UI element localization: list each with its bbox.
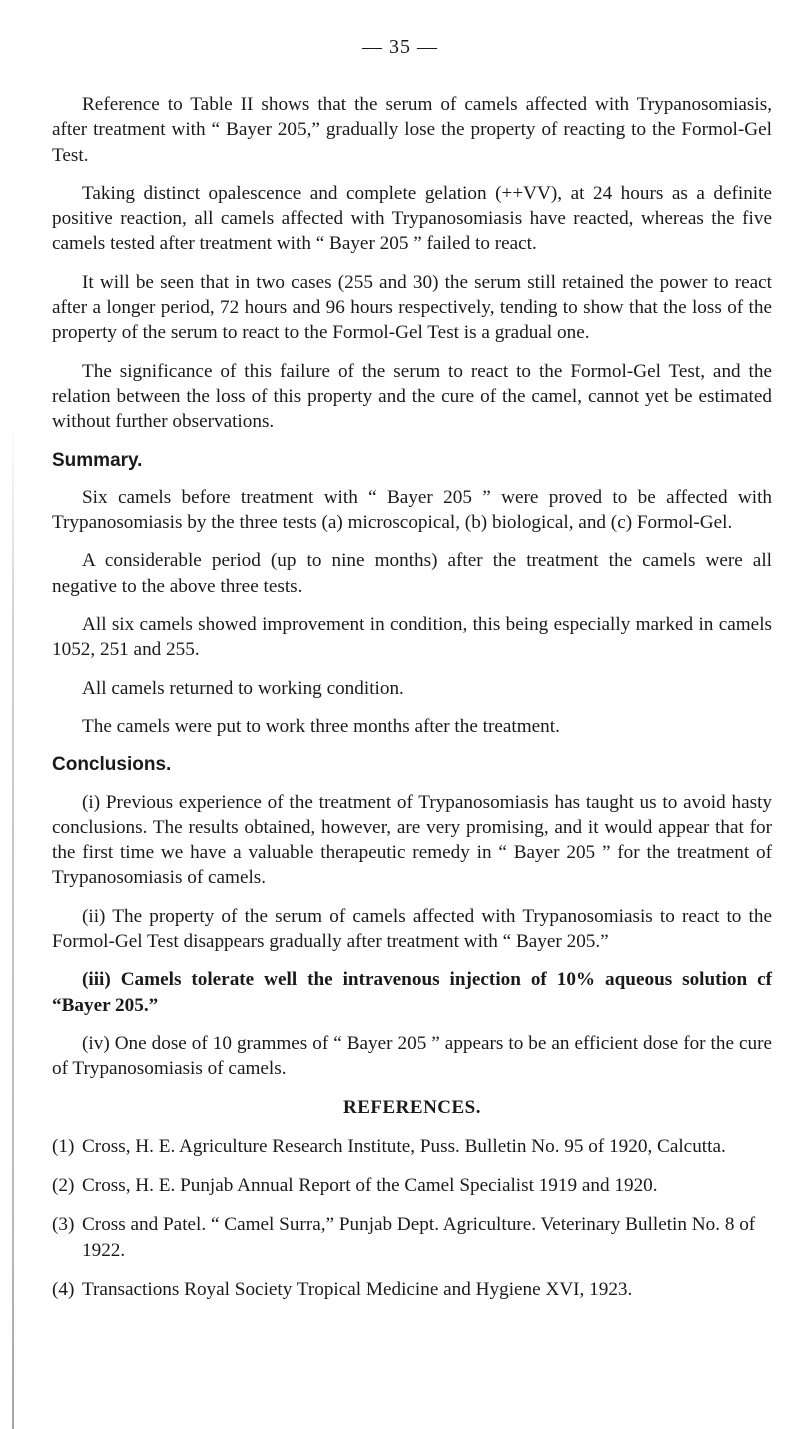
conclusion-item: (i) Previous experience of the treatment of Trypanosomiasis has taught us to avoid hasty conclusions. The results obtained, however, are very promising, and it would appear that for the first time we have a valuable therapeutic remedy in “ Bayer 205 ” for the treatment of Trypanosomiasis of camels.: [52, 791, 772, 889]
paragraph-gradual-loss: It will be seen that in two cases (255 and 30) the serum still retained the power to react after a longer period, 72 hours and 96 hours respectively, tending to show that the loss of the property of the serum to react to the Formol-Gel Test is a gradual one.: [52, 271, 772, 344]
paragraph-positive-reaction: Taking distinct opalescence and complete gelation (++VV), at 24 hours as a definite positive reaction, all camels affected with Trypanosomiasis have reacted, whereas the five camels tested after treatment with “ Bayer 205 ” failed to react.: [52, 182, 772, 255]
conclusions-heading: Conclusions.: [52, 754, 172, 776]
summary-paragraph: The camels were put to work three months after the treatment.: [82, 715, 560, 737]
page-number: — 35 —: [362, 36, 438, 58]
reference-number: (1): [52, 1135, 75, 1157]
reference-number: (4): [52, 1278, 75, 1300]
paragraph-significance: The significance of this failure of the serum to react to the Formol-Gel Test, and the relation between the loss of this property and the cure of the camel, cannot yet be estimated without further observations.: [52, 360, 772, 433]
summary-paragraph: All six camels showed improvement in condition, this being especially marked in camels 1052, 251 and 255.: [52, 614, 772, 661]
body-text: [52, 92, 772, 1316]
reference-text: Cross, H. E. Punjab Annual Report of the Camel Specialist 1919 and 1920.: [82, 1175, 658, 1197]
reference-item: [52, 1212, 772, 1263]
reference-item: [52, 1134, 772, 1159]
reference-number: (3): [52, 1214, 75, 1236]
reference-item: [52, 1173, 772, 1198]
summary-paragraph: All camels returned to working condition.: [82, 677, 404, 699]
conclusion-item: (iv) One dose of 10 grammes of “ Bayer 205 ” appears to be an efficient dose for the cure of Trypanosomiasis of camels.: [52, 1032, 772, 1080]
conclusion-item: (ii) The property of the serum of camels affected with Trypanosomiasis to react to the Formol-Gel Test disappears gradually after treatment with “ Bayer 205.”: [52, 905, 772, 953]
conclusion-item: (iii) Camels tolerate well the intravenous injection of 10% aqueous solution cf “Bayer 205.”: [52, 969, 772, 1016]
summary-paragraph: Six camels before treatment with “ Bayer 205 ” were proved to be affected with Trypanosomiasis by the three tests (a) microscopical, (b) biological, and (c) Formol-Gel.: [52, 486, 772, 534]
reference-number: (2): [52, 1175, 75, 1197]
reference-text: Transactions Royal Society Tropical Medicine and Hygiene XVI, 1923.: [82, 1278, 633, 1300]
reference-item: [52, 1277, 772, 1302]
reference-text: Cross and Patel. “ Camel Surra,” Punjab Dept. Agriculture. Veterinary Bulletin No. 8 of 1922.: [82, 1214, 756, 1261]
references-heading: REFERENCES.: [343, 1096, 481, 1118]
summary-heading: Summary.: [52, 449, 143, 471]
summary-paragraph: A considerable period (up to nine months) after the treatment the camels were all negative to the above three tests.: [52, 550, 772, 597]
reference-text: Cross, H. E. Agriculture Research Institute, Puss. Bulletin No. 95 of 1920, Calcutta.: [82, 1135, 726, 1157]
paragraph-table-reference: Reference to Table II shows that the serum of camels affected with Trypanosomiasis, after treatment with “ Bayer 205,” gradually lose the property of reacting to the Formol-Gel Test.: [52, 94, 772, 166]
scan-edge-shadow: [12, 420, 14, 1429]
